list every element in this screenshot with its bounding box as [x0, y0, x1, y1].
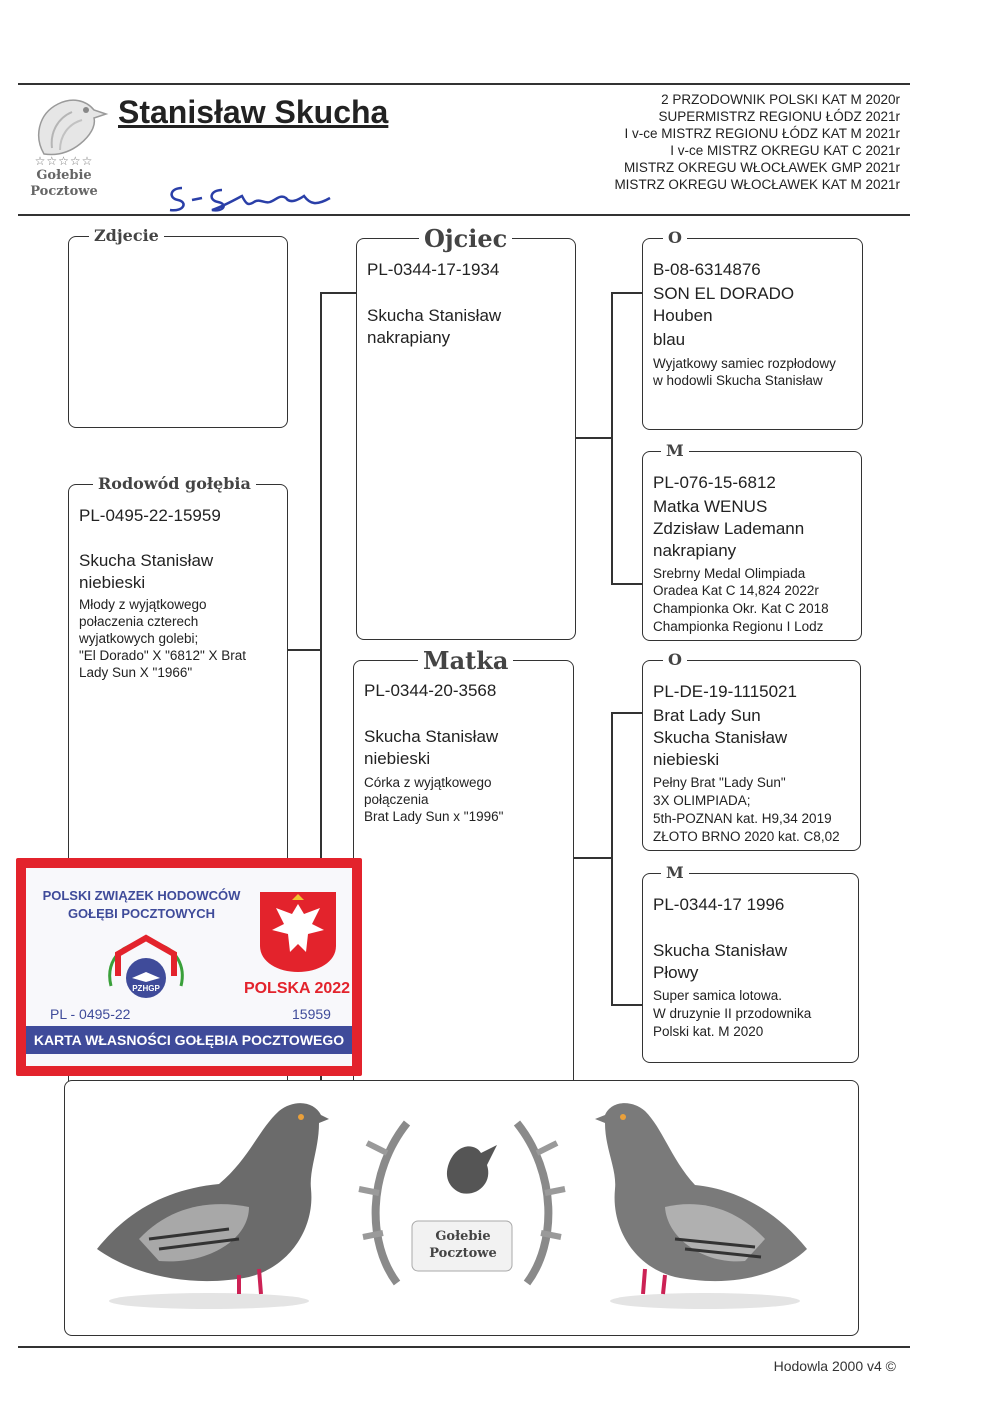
- pigeon-note: "El Dorado" X "6812" X Brat: [79, 648, 247, 663]
- achievement-item: I v-ce MISTRZ OKREGU KAT C 2021r: [670, 143, 900, 158]
- images-box: [64, 1080, 859, 1336]
- mm-label: M: [661, 863, 689, 882]
- connector-fm: [611, 583, 642, 585]
- ff-box: [642, 228, 863, 430]
- mm-note: W druzynie II przodownika: [653, 1006, 812, 1021]
- mf-note: 3X OLIMPIADA;: [653, 793, 751, 808]
- pigeon-note: wyjatkowych golebi;: [79, 631, 199, 646]
- mm-owner: Skucha Stanisław: [653, 941, 788, 960]
- mf-owner: Skucha Stanisław: [653, 728, 788, 747]
- mm-color: Płowy: [653, 963, 699, 982]
- fm-note: Championka Regionu I Lodz: [653, 619, 824, 634]
- pigeon-color: niebieski: [79, 573, 146, 592]
- achievement-item: MISTRZ OKREGU WŁOCŁAWEK GMP 2021r: [623, 160, 900, 175]
- fm-name: Matka WENUS: [653, 497, 768, 516]
- card-country-year: POLSKA 2022: [243, 980, 351, 997]
- pzhgp-badge-icon: [86, 926, 206, 1016]
- achievement-item: I v-ce MISTRZ REGIONU ŁÓDZ KAT M 2021r: [624, 126, 900, 141]
- card-band: KARTA WŁASNOŚCI GOŁĘBIA POCZTOWEGO: [26, 1026, 352, 1054]
- pigeon-left-icon: [89, 1089, 339, 1314]
- pigeon-head-logo-icon: [24, 92, 116, 162]
- fm-note: Oradea Kat C 14,824 2022r: [653, 583, 819, 598]
- mother-ring: PL-0344-20-3568: [364, 681, 497, 700]
- photo-box: [68, 226, 288, 428]
- fm-box: [642, 441, 862, 641]
- logo-text-2: Pocztowe: [30, 184, 98, 199]
- connector-ff: [611, 292, 642, 294]
- mother-note: połączenia: [364, 792, 429, 807]
- pigeon-right-icon: [575, 1089, 815, 1314]
- connector-mm: [611, 1004, 642, 1006]
- father-box: [356, 224, 576, 640]
- mother-owner: Skucha Stanisław: [364, 727, 499, 746]
- mf-note: Pełny Brat "Lady Sun": [653, 775, 786, 790]
- header-bottom-rule: [18, 214, 910, 216]
- mf-note: 5th-POZNAN kat. H9,34 2019: [653, 811, 832, 826]
- pigeon-owner: Skucha Stanisław: [79, 551, 214, 570]
- mf-name: Brat Lady Sun: [653, 706, 761, 725]
- ff-color: blau: [653, 330, 686, 349]
- fm-note: Srebrny Medal Olimpiada: [653, 566, 806, 581]
- connector-father-out: [576, 437, 612, 439]
- pigeon-note: Młody z wyjątkowego: [79, 597, 207, 612]
- mother-note: Córka z wyjątkowego: [364, 775, 492, 790]
- owner-name: Stanisław Skucha: [118, 94, 389, 130]
- ff-label: O: [663, 228, 687, 247]
- pigeon-label: Rodowód gołębia: [93, 474, 256, 493]
- card-org-line1: POLSKI ZWIĄZEK HODOWCÓW: [42, 888, 241, 903]
- ff-name: SON EL DORADO: [653, 284, 795, 303]
- photo-label: Zdjecie: [89, 226, 164, 245]
- achievements-list: [614, 91, 900, 193]
- mm-box: [642, 863, 859, 1063]
- mm-ring: PL-0344-17 1996: [653, 895, 785, 914]
- ff-note: Wyjatkowy samiec rozpłodowy: [653, 356, 836, 371]
- emblem-text-1: Gołebie: [435, 1229, 491, 1244]
- logo-text-1: Gołebie: [36, 168, 92, 183]
- mf-box: [642, 650, 861, 851]
- fm-label: M: [661, 441, 689, 460]
- polish-eagle-emblem-icon: [258, 890, 338, 974]
- achievement-item: MISTRZ OKREGU WŁOCŁAWEK KAT M 2021r: [614, 177, 900, 192]
- logo-stars: ☆☆☆☆☆: [34, 154, 94, 168]
- father-color: nakrapiany: [367, 328, 451, 347]
- father-label: Ojciec: [419, 224, 512, 253]
- mf-ring: PL-DE-19-1115021: [653, 682, 797, 701]
- fm-ring: PL-076-15-6812: [653, 473, 776, 492]
- header-logo: [24, 92, 116, 204]
- emblem-text-2: Pocztowe: [429, 1246, 497, 1261]
- mf-color: niebieski: [653, 750, 720, 769]
- header-top-rule: [18, 83, 910, 85]
- ff-owner: Houben: [653, 306, 713, 325]
- connector-mf: [611, 712, 642, 714]
- footer-credit: Hodowla 2000 v4 ©: [773, 1358, 896, 1374]
- connector-mother-out: [574, 857, 612, 859]
- mm-note: Polski kat. M 2020: [653, 1024, 764, 1039]
- fm-owner: Zdzisław Lademann: [653, 519, 805, 538]
- ff-ring: B-08-6314876: [653, 260, 761, 279]
- achievement-item: SUPERMISTRZ REGIONU ŁÓDZ 2021r: [658, 109, 900, 124]
- footer-rule: [18, 1346, 910, 1348]
- fm-color: nakrapiany: [653, 541, 737, 560]
- achievement-item: 2 PRZODOWNIK POLSKI KAT M 2020r: [661, 92, 900, 107]
- father-owner: Skucha Stanisław: [367, 306, 502, 325]
- fm-note: Championka Okr. Kat C 2018: [653, 601, 829, 616]
- mf-note: ZŁOTO BRNO 2020 kat. C8,02: [653, 829, 840, 844]
- mother-label: Matka: [418, 646, 513, 675]
- ff-note: w hodowli Skucha Stanisław: [653, 373, 823, 388]
- pigeon-note: połaczenia czterech: [79, 614, 199, 629]
- card-ring-right: 15959: [292, 1006, 331, 1022]
- mother-note: Brat Lady Sun x "1996": [364, 809, 504, 824]
- ownership-card: [16, 858, 362, 1076]
- connector-pigeon: [287, 649, 321, 651]
- pigeon-note: Lady Sun X "1966": [79, 665, 193, 680]
- signature: [162, 176, 342, 216]
- emblem-wreath-icon: [357, 1093, 567, 1318]
- card-org-line2: GOŁĘBI POCZTOWYCH: [67, 906, 216, 921]
- connector-father: [320, 292, 357, 294]
- card-ring-left: PL - 0495-22: [50, 1006, 131, 1022]
- signature-scribble: [162, 176, 342, 216]
- mf-label: O: [663, 650, 687, 669]
- pigeon-ring: PL-0495-22-15959: [79, 506, 221, 525]
- card-badge-text: PZHGP: [132, 984, 160, 993]
- mm-note: Super samica lotowa.: [653, 988, 783, 1003]
- father-ring: PL-0344-17-1934: [367, 260, 500, 279]
- mother-color: niebieski: [364, 749, 431, 768]
